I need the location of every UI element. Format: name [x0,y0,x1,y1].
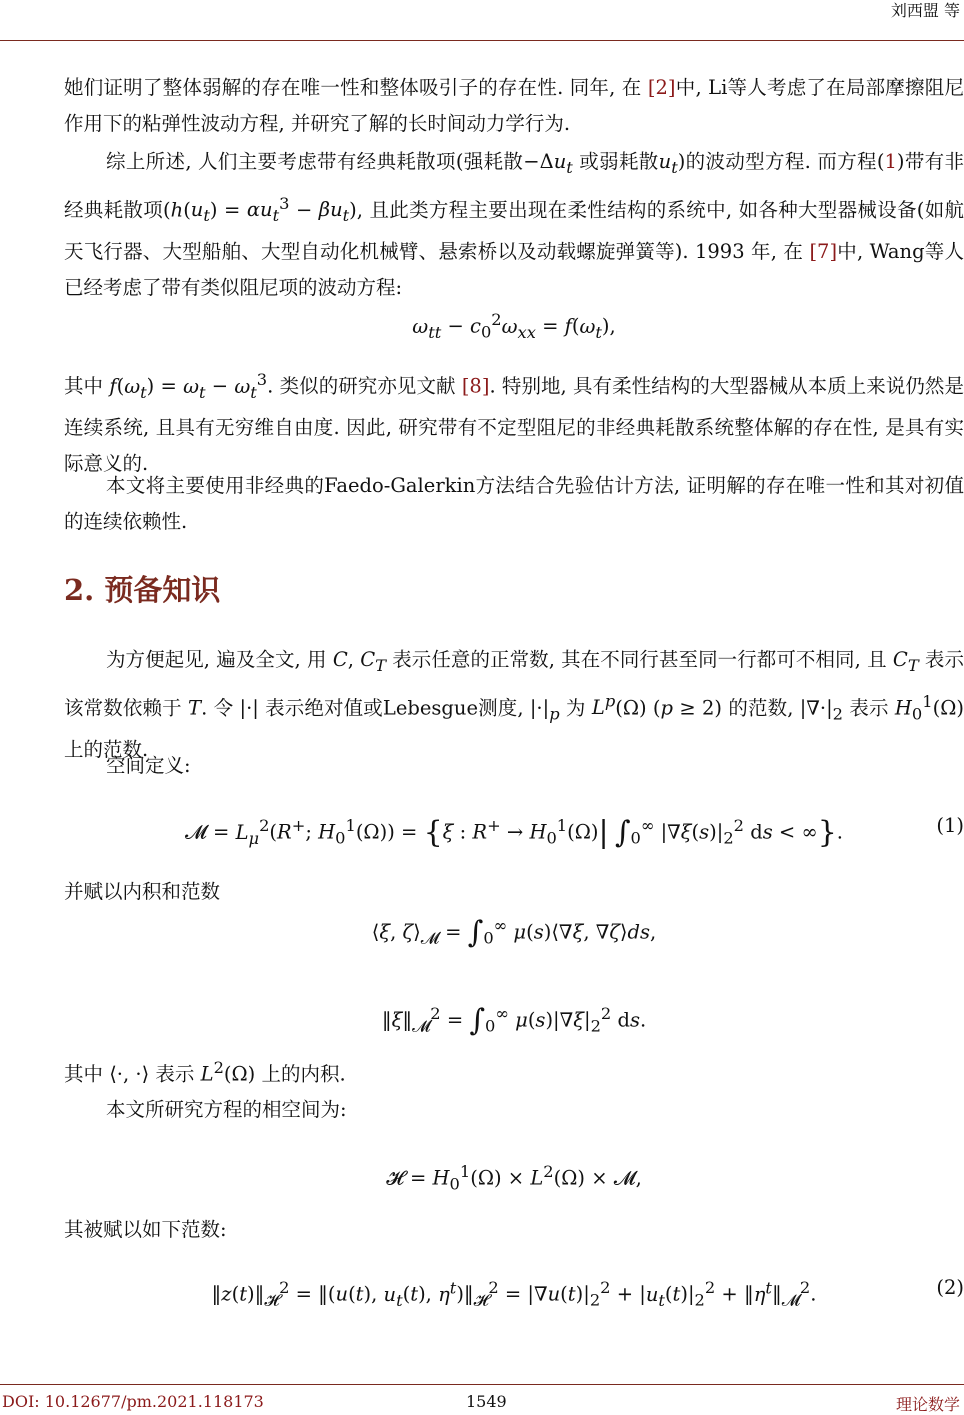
equation-inner-product: ⟨ξ, $\zeta⟩_𝓜 = \int_0^\infty$ μ(s)⟨∇ξ, ∇ζ⟩ds, [371,915,657,950]
citation-8[interactable]: [8] [461,374,490,398]
paragraph-1: 她们证明了整体弱解的存在唯一性和整体吸引子的存在性. 同年, 在 [2]中, Li等人考虑了在局部摩擦阻尼作用下的粘弹性波动方程, 并研究了解的长时间动力学行为. [64,76,964,135]
footer-journal-name: 理论数学 [895,1395,960,1414]
page-header-author: 刘西盟 等 [890,1,960,20]
equation-number-2: (2) [936,1276,964,1299]
paragraph-4: 本文将主要使用非经典的Faedo-Galerkin方法结合先验估计方法, 证明解的存在唯一性和其对初值的连续依赖性. [64,474,964,533]
footer-page-number: 1549 [466,1392,507,1411]
paragraph-10: 其被赋以如下范数: [64,1218,227,1241]
citation-2[interactable]: [2] [647,76,676,99]
equation-phase-space: 𝓗 = $H_0^1(\Omega) \times L^2(\Omega)$ × 𝓜, [386,1162,642,1194]
equation-ref-1[interactable]: 1 [884,150,897,173]
paragraph-6: 空间定义: [106,754,191,777]
paragraph-5: 为方便起见, 遍及全文, 用 C, $C_T$ 表示任意的正常数, 其在不同行甚至同一行都可不相同, 且 $C_T$ 表示该常数依赖于 T. 令 |·| 表示绝对值或Lebesgue测度, $|\cdot|_p$ 为 $L^p(\Omega) (p \ge 2)$ 的范数, $|\nabla\cdot|_2$ 表示 $H_0^1(\Omega)$ 上的范数. [64,648,964,762]
equation-norm: $‖\xi‖_𝓜^2 = \int_0^\infty$ $\mu(s)|\nabla\xi|_2^2$ ds. [381,1003,647,1038]
paragraph-9: 本文所研究方程的相空间为: [106,1098,347,1121]
footer-rule [0,1384,964,1385]
equation-2: $‖z(t)‖_𝓗^2$ = ‖(u(t), $u_t(t)$, $\eta^t)‖_𝓗^2 = |\nabla u(t)|_2^2 + |u_t(t)|_2^2$ + $‖\eta^t‖_𝓜^2$. (2) [64,1270,964,1318]
paragraph-8: 其中 ⟨·, ·⟩ 表示 $L^2(\Omega)$ 上的内积. [64,1058,346,1086]
header-rule [0,40,964,41]
equation-number-1: (1) [936,814,964,837]
paragraph-3: 其中 $f(\omega_t) = \omega_t - \omega_t^3$. 类似的研究亦见文献 [8]. 特别地, 具有柔性结构的大型器械从本质上来说仍然是连续系统, 且具有无穷维自由度. 因此, 研究带有不定型阻尼的非经典耗散系统整体解的存在性, 是具有实际意义的. [64,370,964,476]
section-title: 2. 预备知识 [64,573,221,607]
citation-7[interactable]: [7] [809,240,838,264]
equation-wave: $\omega_{tt} - c_0^2\omega_{xx} = f(\omega_t)$, [412,310,616,342]
paragraph-2: 综上所述, 人们主要考虑带有经典耗散项(强耗散$-\Delta u_t$ 或弱耗散$u_t$)的波动型方程. 而方程(1)带有非经典耗散项$(h(u_t) = \alpha u_t^3 - \beta u_t)$, 且此类方程主要出现在柔性结构的系统中, 如各种大型器械设备(如航天飞行器、大型船舶、大型自动化机械臂、悬索桥以及动载螺旋弹簧等). 1993 年, 在 [7]中, Wang等人已经考虑了带有类似阻尼项的波动方程: [64,150,964,300]
equation-1: 𝓜 = $L_\mu^2(R^+$; $H_0^1(\Omega)) = \{\xi$ : $R^+ \to H_0^1(\Omega)|$ $\int_0^\infty$ $|\nabla\xi(s)|_2^2$ ds < ∞}. (1) [64,808,964,856]
footer-doi-link[interactable]: DOI: 10.12677/pm.2021.118173 [2,1392,264,1411]
paragraph-7: 并赋以内积和范数 [64,880,221,903]
